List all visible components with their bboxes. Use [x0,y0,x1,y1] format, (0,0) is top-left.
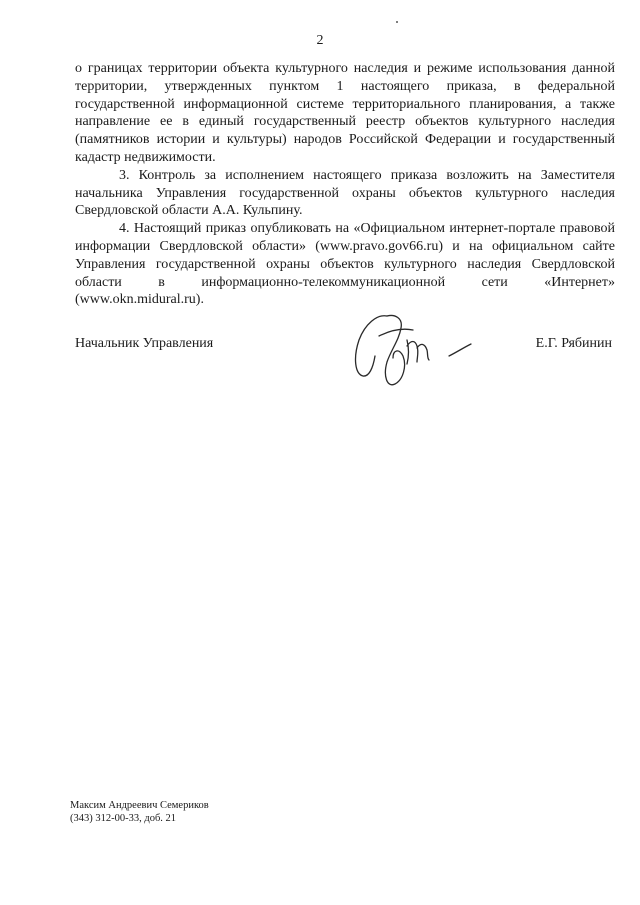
signer-title: Начальник Управления [75,336,214,351]
document-body [75,60,615,309]
executor-info [70,799,209,825]
executor-phone: (343) 312-00-33, доб. 21 [70,813,177,824]
scan-speck [396,21,398,23]
signature-block [75,336,615,416]
executor-name: Максим Андреевич Семериков [70,800,209,811]
signer-name: Е.Г. Рябинин [535,336,612,351]
page-number: 2 [316,33,324,48]
paragraph-continuation: о границах территории объекта культурного наследия и режиме использования данной территории, утвержденных пунктом 1 настоящего приказа, в федеральной государственной информационной системе территориального планирования, а также направление ее в единый государственный реестр объектов культурного наследия (памятников истории и культуры) народов Российской Федерации и государственный кадастр недвижимости. [75,61,615,165]
paragraph-4-publication: 4. Настоящий приказ опубликовать на «Официальном интернет-портале правовой информации Свердловской области» (www.pravo.gov66.ru) и на официальном сайте Управления государственной охраны объектов культурного наследия Свердловской области в информационно-телекоммуникационной сети «Интернет» (www.okn.midural.ru). [75,221,615,308]
paragraph-3-control: 3. Контроль за исполнением настоящего приказа возложить на Заместителя начальника Управления государственной охраны объектов культурного наследия Свердловской области А.А. Кульпину. [75,167,615,219]
handwritten-signature [347,306,477,396]
